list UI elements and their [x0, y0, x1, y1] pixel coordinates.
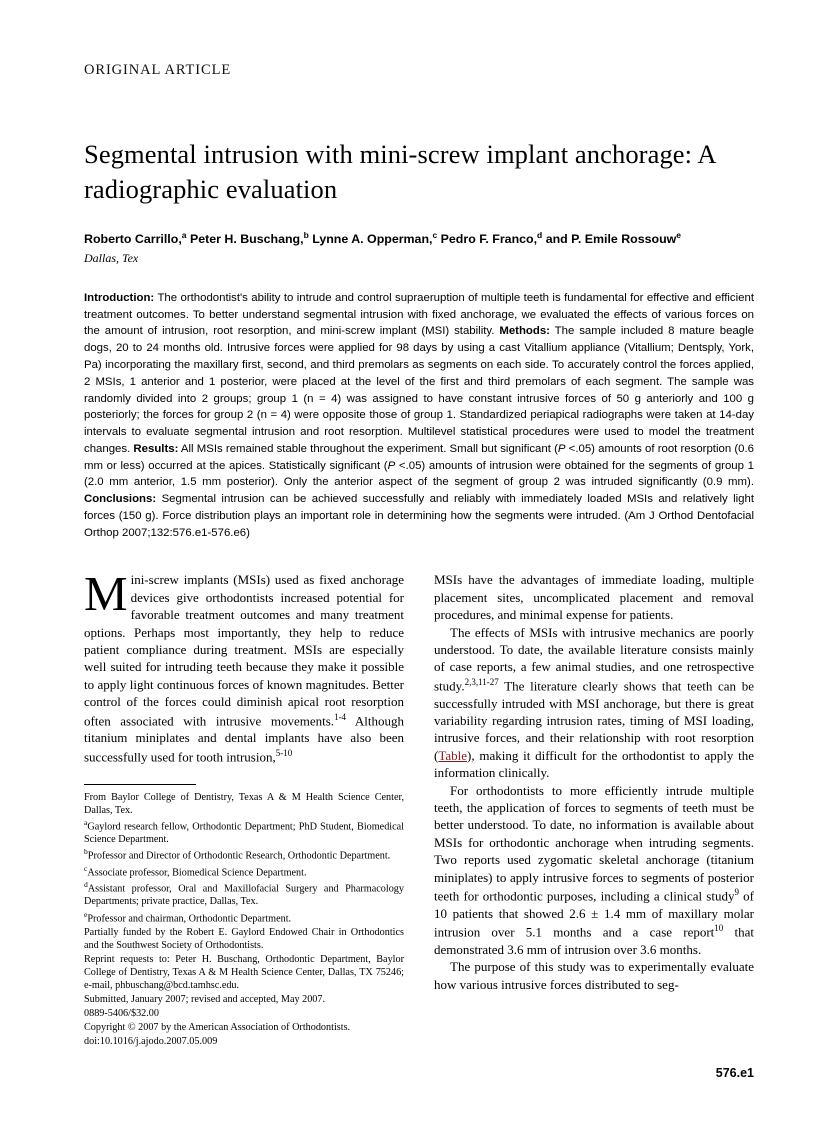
author-name: Lynne A. Opperman, — [308, 231, 433, 246]
author-name: and P. Emile Rossouw — [542, 231, 677, 246]
body-text-run: For orthodontists to more efficiently intrude multiple teeth, the application of forces to segments of teeth must be better understood. To date, no information is available about MSIs for orthodontic anchorage when intruding segments. Two reports used zygomatic skeletal anchorage (titanium miniplates) to apply intrusive forces to segments of posterior teeth for orthodontic purposes, including a clinical study — [434, 782, 754, 904]
author-mark: c — [432, 229, 438, 240]
footnote-line — [84, 818, 404, 846]
abstract-introduction-label: Introduction: — [84, 291, 155, 304]
author-name: Pedro F. Franco, — [437, 231, 538, 246]
table-link[interactable]: Table — [438, 747, 468, 763]
author-name: Peter H. Buschang, — [186, 231, 304, 246]
footnote-mark: e — [84, 909, 88, 919]
footnote-text: Professor and Director of Orthodontic Research, Orthodontic Department. — [87, 850, 391, 862]
affiliation-location: Dallas, Tex — [84, 250, 139, 265]
footnote-line — [84, 910, 404, 925]
article-type-label: ORIGINAL ARTICLE — [84, 62, 232, 78]
abstract-introduction-text: The orthodontist's ability to intrude and control supraeruption of multiple teeth is fundamental for effective and efficient treatment outcomes. To better understand segmental intrusion with fixed anchorage, we evaluated the effects of various forces on the amount of intrusion, root resorption, and mini-screw implant (MSI) stability. — [84, 291, 754, 338]
body-columns — [84, 566, 754, 1049]
body-text-run: Although titanium miniplates and dental implants have also been successfully used for tooth intrusion, — [84, 713, 404, 765]
author-mark: d — [537, 229, 543, 240]
footnote-mark: b — [84, 847, 88, 857]
column-right — [434, 571, 754, 1049]
footnote-text: Submitted, January 2007; revised and accepted, May 2007. — [84, 994, 326, 1006]
abstract-methods-label: Methods: — [499, 325, 550, 338]
reference-marker[interactable]: 1-4 — [334, 711, 347, 722]
footnote-line — [84, 1007, 404, 1020]
reference-marker[interactable]: 5-10 — [275, 747, 293, 758]
body-paragraph: The purpose of this study was to experimentally evaluate how various intrusive forces distributed to seg- — [434, 959, 754, 992]
body-text-run: that demonstrated 3.6 mm of intrusion over 3.6 months. — [434, 924, 754, 957]
abstract-conclusions-label: Conclusions: — [84, 493, 157, 506]
author-mark: a — [181, 229, 187, 240]
drop-cap: M — [84, 566, 128, 622]
body-paragraph: MSIs have the advantages of immediate loading, multiple placement sites, uncomplicated placement and removal procedures, and minimal expense for patients. — [434, 572, 754, 623]
footnote-line — [84, 847, 404, 862]
body-text-run: The literature clearly shows that teeth can be successfully intruded with MSI anchorage, but there is great variability regarding intrusion rates, timing of MSI loading, intrusive forces, and their relationship with root resorption ( — [434, 678, 754, 763]
footnote-text: Gaylord research fellow, Orthodontic Department; PhD Student, Biomedical Science Department. — [84, 821, 404, 846]
footnote-mark: d — [84, 880, 88, 890]
body-text-run: ), making it difficult for the orthodontist to apply the information clinically. — [434, 747, 754, 781]
abstract-methods-text: The sample included 8 mature beagle dogs, 20 to 24 months old. Intrusive forces were applied for 98 days by using a cast Vitallium appliance (Vitallium; Dentsply, York, Pa) incorporating the maxillary first, second, and third premolars as segments on each side. To accurately control the forces applied, 2 MSIs, 1 anterior and 1 posterior, were placed at the level of the first and third premolars of each segment. The sample was randomly divided into 2 groups; group 1 (n = 4) was assigned to have constant intrusive forces of 50 g anteriorly and 100 g posteriorly; the forces for group 2 (n = 4) were opposite those of group 1. Standardized periapical radiographs were taken at 14-day intervals to evaluate segmental intrusion and root resorption. Multilevel statistical procedures were used to model the treatment changes. — [84, 325, 754, 455]
abstract-p-value-2: P — [387, 459, 396, 472]
body-paragraph — [434, 624, 754, 782]
abstract-results-text-3: <.05) amounts of intrusion were obtained for the segments of group 1 (2.0 mm anterior, 1.5 mm posterior). Only the anterior aspect of the segment of group 2 was intruded significantly (0.9 mm). — [84, 459, 754, 489]
footnote-line — [84, 791, 404, 817]
author-name: Roberto Carrillo, — [84, 231, 182, 246]
abstract-p-value-1: P — [557, 442, 566, 455]
body-text-run: The effects of MSIs with intrusive mechanics are poorly understood. To date, the available literature consists mainly of case reports, a few animal studies, and one retrospective study. — [434, 624, 754, 694]
author-mark: e — [676, 229, 682, 240]
footnote-line — [84, 1021, 404, 1034]
page-title: Segmental intrusion with mini-screw implant anchorage: A radiographic evaluation — [84, 139, 716, 205]
footnote-text: Reprint requests to: Peter H. Buschang, Orthodontic Department, Baylor College of Dentistry, Texas A & M Health Science Center, Dallas, TX 75246; e-mail, phbuschang@bcd.tamhsc.edu. — [84, 954, 404, 992]
reference-marker[interactable]: 10 — [714, 923, 724, 934]
footnote-text: Partially funded by the Robert E. Gaylord Endowed Chair in Orthodontics and the Southwest Society of Orthodontists. — [84, 926, 404, 951]
page-number: 576.e1 — [715, 1066, 754, 1080]
footnote-line — [84, 880, 404, 908]
body-text-run: ini-screw implants (MSIs) used as fixed anchorage devices give orthodontists increased potential for favorable treatment outcomes and many treatment options. Perhaps most importantly, they help to reduce patient compliance during treatment. MSIs are especially well suited for intruding teeth because they make it possible to apply light continuous forces of known magnitudes. Better control of the forces could diminish apical root resorption often associated with intrusive movements. — [84, 572, 404, 729]
column-left — [84, 566, 404, 1049]
reference-marker[interactable]: 2,3,11-27 — [464, 676, 499, 687]
footnote-text: Assistant professor, Oral and Maxillofacial Surgery and Pharmacology Departments; private practice, Dallas, Tex. — [84, 883, 404, 908]
footnote-text: 0889-5406/$32.00 — [84, 1008, 159, 1020]
footnote-mark: a — [84, 817, 88, 827]
footnote-text: doi:10.1016/j.ajodo.2007.05.009 — [84, 1036, 218, 1048]
footnote-text: Associate professor, Biomedical Science Department. — [87, 866, 307, 878]
abstract-results-label: Results: — [133, 442, 179, 455]
footnote-mark: c — [84, 863, 88, 873]
footnote-divider — [84, 784, 196, 785]
footnote-text: Professor and chairman, Orthodontic Department. — [87, 912, 292, 924]
author-list — [84, 229, 754, 247]
footnote-line — [84, 864, 404, 879]
footnote-line — [84, 953, 404, 992]
body-text-run: of 10 patients that showed 2.6 ± 1.4 mm of maxillary molar intrusion over 5.1 months and a case report — [434, 888, 754, 940]
footnote-line — [84, 993, 404, 1006]
body-paragraph — [434, 782, 754, 959]
footnotes-block — [84, 784, 404, 1049]
footnote-text: From Baylor College of Dentistry, Texas A & M Health Science Center, Dallas, Tex. — [84, 791, 404, 816]
author-mark: b — [303, 229, 309, 240]
footnote-text: Copyright © 2007 by the American Association of Orthodontists. — [84, 1022, 351, 1034]
abstract-results-text-1: All MSIs remained stable throughout the experiment. Small but significant ( — [178, 442, 558, 455]
footnote-line — [84, 1035, 404, 1048]
footnote-line — [84, 926, 404, 952]
abstract-results-text-2: <.05) amounts of root resorption (0.6 mm or less) occurred at the apices. Statistically significant ( — [84, 442, 754, 472]
author-names — [84, 229, 682, 246]
reference-marker[interactable]: 9 — [734, 887, 739, 898]
abstract-conclusions-text: Segmental intrusion can be achieved successfully and reliably with immediately loaded MSIs and relatively light forces (150 g). Force distribution plays an important role in determining how the segments were intruded. (Am J Orthod Dentofacial Orthop 2007;132:576.e1-576.e6) — [84, 493, 754, 539]
body-paragraph — [84, 566, 404, 765]
abstract — [84, 290, 754, 541]
